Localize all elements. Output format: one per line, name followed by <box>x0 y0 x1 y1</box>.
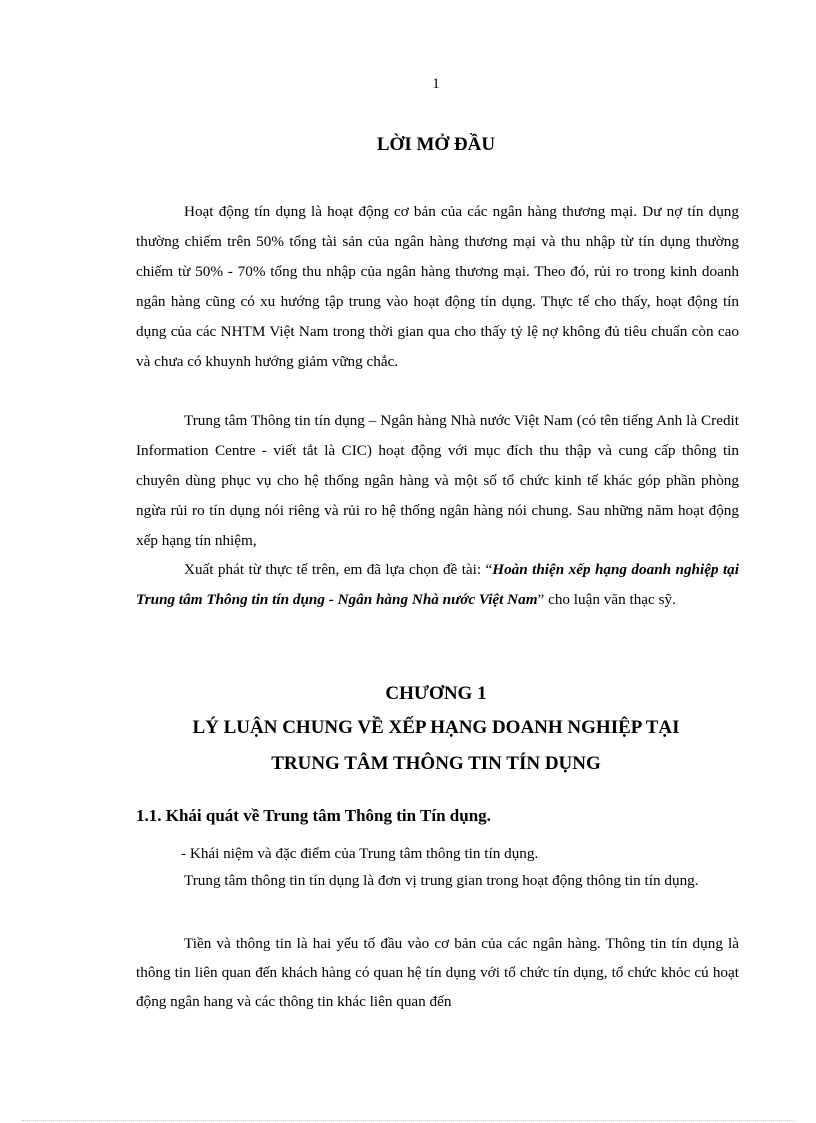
section-title: 1.1. Khái quát về Trung tâm Thông tin Tín dụng. <box>136 806 491 825</box>
thesis-suffix-text: ” cho luận văn thạc sỹ. <box>537 591 676 608</box>
intro-heading: LỜI MỞ ĐẦU <box>376 134 496 155</box>
page-bottom-divider <box>22 1120 794 1121</box>
section-bullet: - Khái niệm và đặc điểm của Trung tâm thông tin tín dụng. <box>181 845 539 862</box>
thesis-title: Hoàn thiện xếp hạng doanh nghiệp tại Trung tâm Thông tin tín dụng - Ngân hàng Nhà nước Việt Nam <box>136 561 739 608</box>
thesis-intro-text: Xuất phát từ thực tế trên, em đã lựa chọn đề tài: “ <box>184 561 493 578</box>
intro-paragraph-2: Trung tâm Thông tin tín dụng – Ngân hàng Nhà nước Việt Nam (có tên tiếng Anh là Credit Information Centre - viết tắt là CIC) hoạt động với mục đích thu thập và cung cấp thông tin chuyên dùng phục vụ cho hệ thống ngân hàng và một số tổ chức kinh tế khác góp phần phòng ngừa rủi ro tín dụng nói riêng và rủi ro hệ thống ngân hàng nói chung. Sau những năm hoạt động xếp hạng tín nhiệm, <box>136 412 739 549</box>
section-paragraph-1: Trung tâm thông tin tín dụng là đơn vị trung gian trong hoạt động thông tin tín dụng. <box>184 872 699 889</box>
chapter-number: CHƯƠNG 1 <box>385 683 487 704</box>
page-number: 1 <box>432 76 440 92</box>
chapter-title-line-2: TRUNG TÂM THÔNG TIN TÍN DỤNG <box>271 753 601 774</box>
section-paragraph-2: Tiền và thông tin là hai yếu tố đầu vào cơ bản của các ngân hàng. Thông tin tín dụng là thông tin liên quan đến khách hàng có quan hệ tín dụng với tổ chức tín dụng, tổ chức khỏc cú hoạt động ngân hang và các thông tin khác liên quan đến <box>136 935 739 1010</box>
chapter-title-line-1: LÝ LUẬN CHUNG VỀ XẾP HẠNG DOANH NGHIỆP TẠI <box>192 717 680 738</box>
intro-paragraph-3 <box>136 555 739 615</box>
intro-paragraph-1: Hoạt động tín dụng là hoạt động cơ bản của các ngân hàng thương mại. Dư nợ tín dụng thường chiếm trên 50% tổng tài sản của ngân hàng thương mại và thu nhập từ tín dụng thường chiếm từ 50% - 70% tổng thu nhập của ngân hàng thương mại. Theo đó, rủi ro trong kinh doanh ngân hàng cũng có xu hướng tập trung vào hoạt động tín dụng. Thực tế cho thấy, hoạt động tín dụng của các NHTM Việt Nam trong thời gian qua cho thấy tỷ lệ nợ không đủ tiêu chuẩn còn cao và chưa có khuynh hướng giảm vững chắc. <box>136 203 739 370</box>
